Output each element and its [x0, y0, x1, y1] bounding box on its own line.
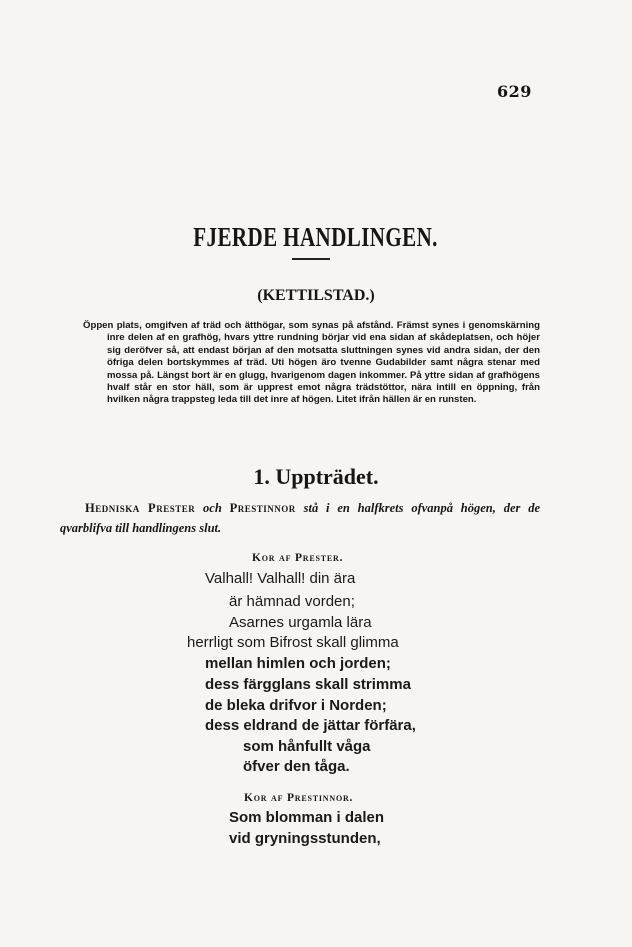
verse-line: Asarnes urgamla lära [229, 614, 372, 631]
cast-role-priests: Hedniska Prester [85, 501, 196, 515]
cast-connector: och [203, 501, 222, 515]
verse-line: Valhall! Valhall! din ära [205, 570, 356, 587]
verse-line: de bleka drifvor i Norden; [205, 697, 387, 714]
setting-heading: (KETTILSTAD.) [257, 287, 375, 304]
chorus1-speaker: Kor af Prester. [252, 552, 344, 564]
verse-line: dess eldrand de jättar förfära, [205, 717, 416, 734]
verse-line: som hånfullt våga [243, 738, 371, 755]
page-number: 629 [497, 82, 532, 101]
scene-title: 1. Uppträdet. [253, 464, 379, 489]
cast-direction-rest: stå i en halfkrets ofvanpå högen, der de qvarblifva till handlingens slut. [60, 501, 540, 535]
verse-line: herrligt som Bifrost skall glimma [187, 634, 399, 651]
act-title: FJERDE HANDLINGEN. [193, 222, 438, 252]
title-rule [292, 258, 330, 260]
verse-line: dess färgglans skall strimma [205, 676, 411, 693]
verse-line: mellan himlen och jorden; [205, 655, 391, 672]
verse-line: Som blomman i dalen [229, 809, 385, 826]
stage-direction: Öppen plats, omgifven af träd och ätthögar, som synas på afstånd. Främst synes i genomskärning inre delen af en grafhög, hvars yttre rundning börjar vid ena sidan af skådeplatsen, och höjer sig deröfver så, att endast början af den motsatta sluttningen synes vid andra sidan, der den öfriga delen bortskymmes af träd. Uti högen äro tvenne Gudabilder samt några stenar med mossa på. Längst bort är en glugg, hvarigenom dagen inkommer. På yttre sidan af grafhögens hvalf står en stor häll, som är upprest emot några trädstöttor, nära intill en öppning, från hvilken några trappsteg leda till det inre af högen. Litet ifrån hällen är en runsten. [83, 320, 540, 406]
verse-line: vid gryningsstunden, [229, 830, 381, 847]
chorus2-speaker: Kor af Prestinnor. [244, 792, 354, 804]
cast-role-priestesses: Prestinnor [229, 501, 296, 515]
verse-line: är hämnad vorden; [229, 593, 355, 610]
cast-direction [60, 498, 540, 538]
verse-line: öfver den tåga. [243, 758, 350, 775]
